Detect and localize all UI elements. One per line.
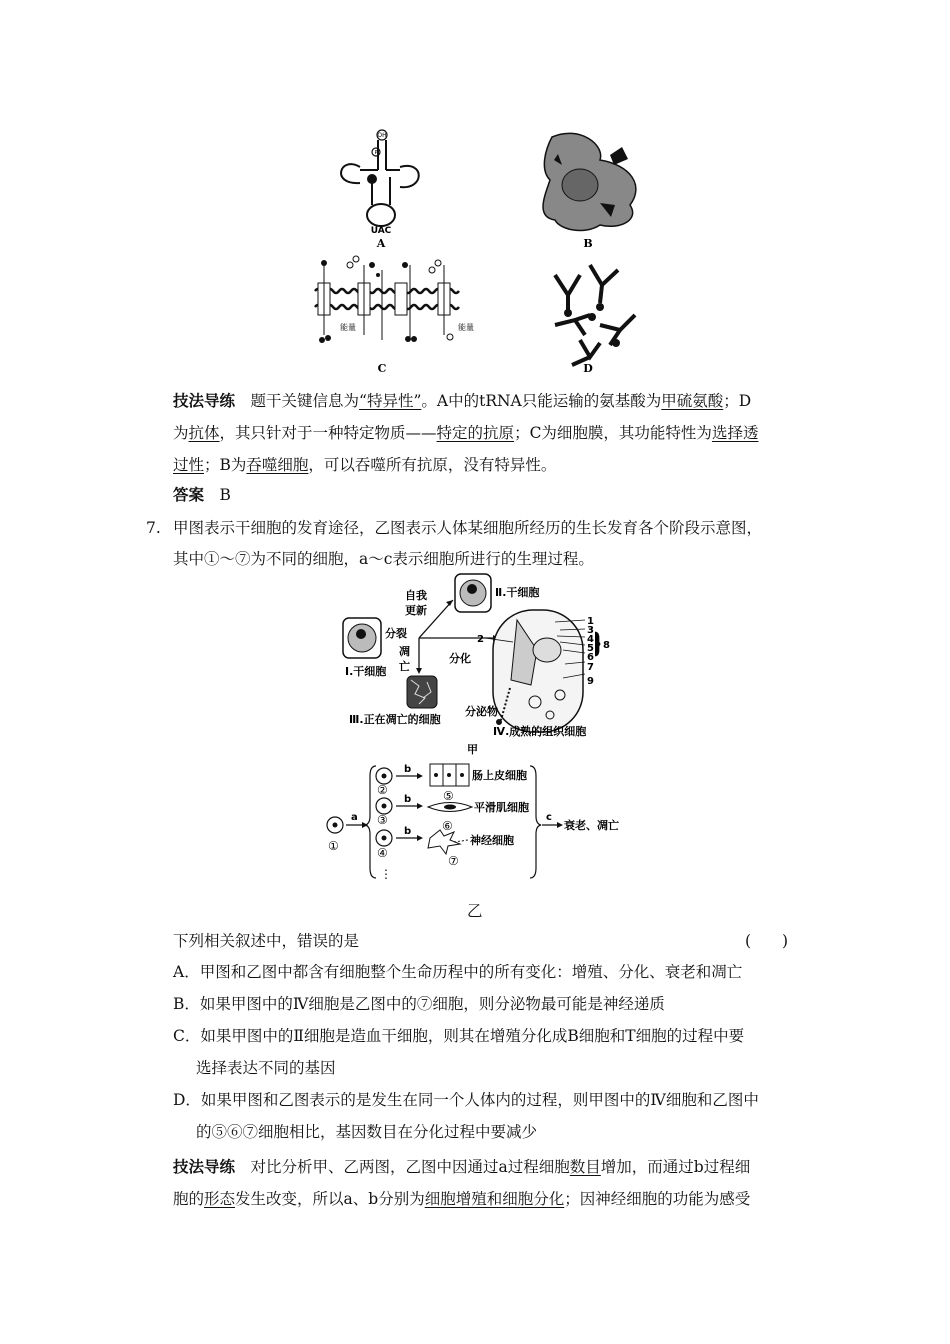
label-c: c [546, 812, 552, 823]
cell-1: ① [328, 839, 339, 853]
tip2-key-3: 细胞增殖和细胞分化 [424, 1190, 565, 1208]
q7-number: 7. [146, 519, 161, 537]
stem2-label: Ⅱ.干细胞 [495, 586, 540, 599]
num-3: 3 [587, 625, 594, 636]
num-5: 5 [587, 643, 594, 654]
tip2-line1 [173, 1157, 750, 1177]
renew-label-1: 自我 [405, 589, 427, 602]
num-9: 9 [587, 676, 594, 687]
differ-label: 分化 [449, 652, 471, 665]
num-2: 2 [477, 634, 484, 645]
cell-2: ② [377, 783, 388, 797]
tip1-key-1: “特异性” [359, 392, 422, 410]
tip2-key-1: 数目 [569, 1158, 601, 1176]
apop-label-2: 亡 [399, 660, 410, 673]
question-stem: 下列相关叙述中，错误的是 [173, 932, 360, 950]
label-b-3: b [404, 826, 412, 837]
p-label: P [374, 150, 378, 156]
oh-label: OH [377, 132, 387, 139]
label-b-2: b [404, 794, 412, 805]
aging-label: 衰老、凋亡 [564, 819, 619, 832]
tip1-text: ；C为细胞膜，其功能特性为 [514, 424, 712, 442]
renew-label-2: 更新 [405, 604, 427, 617]
cell-6: ⑥ [442, 819, 453, 833]
option-d-line2: 的⑤⑥⑦细胞相比，基因数目在分化过程中要减少 [196, 1123, 538, 1141]
secrete-label: 分泌物 [465, 705, 498, 718]
tip1-text: ；D [723, 392, 752, 410]
cell-4: ④ [377, 846, 388, 860]
tip1-key-2: 甲硫氨酸 [661, 392, 724, 410]
tip1-key-7: 吞噬细胞 [246, 456, 309, 474]
energy-label-2: 能量 [458, 323, 474, 332]
dying-cell [407, 676, 437, 708]
dots: ⋮ [380, 867, 392, 881]
option-d-line1: D．如果甲图和乙图表示的是发生在同一个人体内的过程，则甲图中的Ⅳ细胞和乙图中 [173, 1091, 759, 1109]
anticodon-label: UAC [370, 226, 392, 236]
tip2-key-2: 形态 [204, 1190, 236, 1208]
cell-5: ⑤ [443, 789, 454, 803]
figure-jia [335, 570, 635, 755]
figure-abcd [300, 125, 670, 380]
q7-line1: 甲图表示干细胞的发育途径，乙图表示人体某细胞所经历的生长发育各个阶段示意图， [173, 519, 763, 537]
dying-label: Ⅲ.正在凋亡的细胞 [349, 713, 441, 726]
tip2-prefix: 技法导练 [173, 1157, 236, 1176]
membrane-diagram [315, 265, 459, 340]
energy-label-1: 能量 [340, 323, 356, 332]
tip1-key-3: 抗体 [188, 424, 220, 442]
tip2-text: 胞的 [173, 1190, 205, 1208]
tip1-key-4: 特定的抗原 [436, 424, 515, 442]
apop-label-1: 凋 [399, 645, 410, 658]
answer-bracket: ( ) [745, 932, 789, 950]
option-a: A．甲图和乙图中都含有细胞整个生命历程中的所有变化：增殖、分化、衰老和凋亡 [173, 963, 743, 981]
tip1-text: ，其只针对于一种特定物质—— [219, 424, 437, 442]
jia-caption: 甲 [467, 743, 478, 755]
tip1-text: 为 [173, 424, 189, 442]
tip1-text: ，可以吞噬所有抗原，没有特异性。 [308, 456, 557, 474]
tip2-text: 对比分析甲、乙两图，乙图中因通过a过程细胞 [250, 1158, 570, 1176]
mature-cell [493, 610, 583, 732]
label-b-1: b [404, 764, 412, 775]
figure-yi [320, 758, 640, 883]
answer-label: 答案 [173, 485, 205, 504]
stem-cell-1 [343, 618, 381, 658]
tip1-key-6: 过性 [173, 456, 205, 474]
num-8: 8 [603, 640, 610, 651]
cell-7: ⑦ [448, 854, 459, 868]
option-c-line2: 选择表达不同的基因 [196, 1059, 336, 1077]
tip1-text: ；B为 [204, 456, 247, 474]
intestine-cells [430, 764, 469, 786]
label-a: A [376, 237, 386, 250]
label-c: C [377, 362, 387, 375]
num-1: 1 [587, 616, 594, 627]
tip1-line3 [173, 455, 556, 475]
stem-cell-2 [455, 574, 491, 612]
tip1-text: 题干关键信息为 [250, 392, 360, 410]
num-4: 4 [587, 634, 594, 645]
tip2-text: ；因神经细胞的功能为感受 [564, 1190, 751, 1208]
label-a: a [351, 812, 358, 823]
mature-label: Ⅳ.成熟的组织细胞 [493, 725, 587, 738]
answer-line [173, 485, 231, 505]
smooth-label: 平滑肌细胞 [474, 801, 529, 814]
num-7: 7 [587, 662, 594, 673]
num-6: 6 [587, 652, 594, 663]
tip1-text: 。A中的tRNA只能运输的氨基酸为 [421, 392, 662, 410]
phagocyte-diagram [543, 133, 636, 230]
answer-value: B [219, 486, 231, 504]
yi-caption: 乙 [467, 902, 483, 920]
cell-3: ③ [377, 813, 388, 827]
tip2-text: 发生改变，所以a、b分别为 [235, 1190, 425, 1208]
divide-label: 分裂 [385, 627, 407, 640]
tip1-key-5: 选择透 [711, 424, 759, 442]
tip2-line2 [173, 1189, 750, 1209]
q7-line2: 其中①～⑦为不同的细胞，a～c表示细胞所进行的生理过程。 [173, 550, 594, 568]
tip1-line2 [173, 423, 758, 443]
intestine-label: 肠上皮细胞 [472, 769, 527, 782]
trna-diagram [341, 130, 419, 226]
tip1-prefix: 技法导练 [173, 391, 236, 410]
tip1-line1 [173, 391, 751, 411]
option-c-line1: C．如果甲图中的Ⅱ细胞是造血干细胞，则其在增殖分化成B细胞和T细胞的过程中要 [173, 1027, 745, 1045]
nerve-label: 神经细胞 [470, 834, 514, 847]
stem1-label: Ⅰ.干细胞 [345, 665, 387, 678]
tip2-text: 增加，而通过b过程细 [600, 1158, 751, 1176]
label-b: B [583, 237, 593, 250]
label-d: D [583, 362, 593, 375]
option-b: B．如果甲图中的Ⅳ细胞是乙图中的⑦细胞，则分泌物最可能是神经递质 [173, 995, 665, 1013]
